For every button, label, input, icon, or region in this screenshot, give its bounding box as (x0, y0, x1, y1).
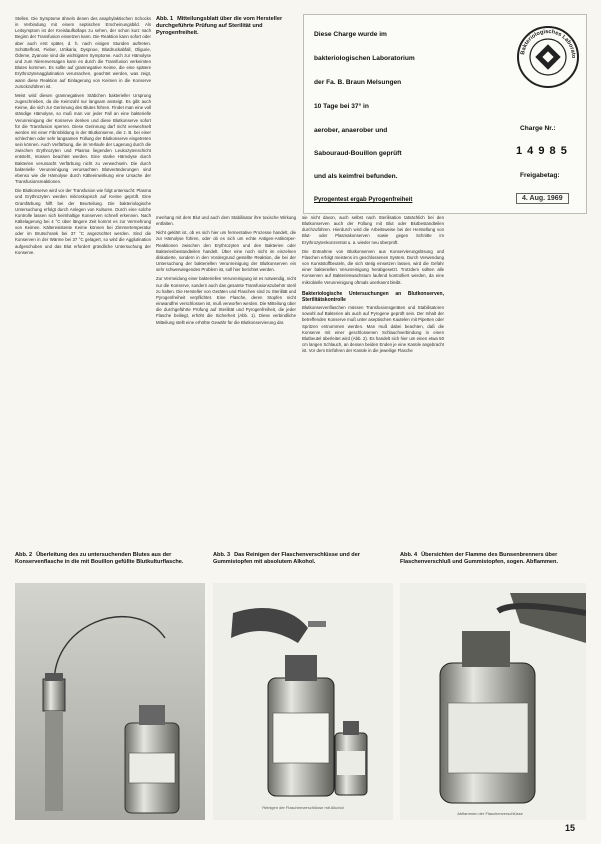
paragraph: menhang mit dem Blut und auch dem Stabilisator ihre toxische Wirkung entfalten. (156, 215, 296, 227)
sterility-certificate (303, 14, 587, 214)
certificate-line: Sabouraud-Bouillon geprüft (314, 150, 402, 157)
figure-4-photo (400, 583, 586, 820)
paragraph: sie nicht davon, auch selbst nach Sterilisation tatsächlich bei den Blutkonserven auch der Füllung mit Blut oder Blutbestandteilen durchzuführen. Hierdurch wird die Arbeitsweise bei der Herstellung von Blut- oder Plasmakonserven sowie gegen Schnitte im Erythrozytenkonzentrat u. a. wieder neu überprüft. (302, 215, 444, 245)
certificate-line: und als keimfrei befunden. (314, 173, 398, 180)
page-number: 15 (564, 823, 575, 833)
paragraph: Meist wird diesen gramnegativen Stäbchen bakterieller Ursprung zugeschrieben, da die Keimzahl nur langsam ansteigt. Es gibt auch Keime, die sich zur Gerinnung des Blutes führen. Findet man eine voll ständige Hämolyse, so muß man vor jeder Fall an eine bakterielle Verunreinigung der Konserve denken und diese Blutkonserve sofort für die Transfusion sperren. Diese Gerinnung darf nicht verwechselt werden mit einer Fibrinbildung in der Blutkonserve, die z. B. bei einer schlechten oder sehr langsamen Füllung der Blutkonserve eingetreten sein können. Auch Verfärbung, die im Verlaufe der Lagerung durch die zwischen Erythrozyten und Plasma liegenden Leukozytenschicht entsteht, müssen beachtet werden. Eine starke Hämolyse durch Bakterien verursacht Verfärbung nicht zu verwechseln. Die durch bakterielle Verunreinigung verursachten Blutveränderungen sind ebenso wie die Hämolyse durch Kälteeinwirkung eine Ursache der Transfusionsreaktionen. (15, 92, 151, 185)
figure-label: Abb. 2 (15, 552, 33, 558)
figure-2-photo (15, 583, 205, 820)
figure-label: Abb. 3 (213, 552, 231, 558)
figure-1-caption (156, 16, 296, 38)
figure-3-photo (213, 583, 393, 820)
paragraph: Blutkonservenflaschen müssen Transfusionsgeräten und Stabilisatoren sowohl auf Bakterien als auch auf Pyrogene geprüft sein. Der Inhalt der betreffenden Konserve muß unter aseptischen Kautelen mit Pipetten oder Spritzen entnommen werden. Man muß dabei beachten, daß die Konserve mit einer geschlossenen Schlauchverbindung in einen Blutbeutel überleitet wird (Abb. 2). Es handelt sich hier um einen etwa 50 cm langen Schlauch, an dessen beiden Enden je eine Kanüle angebracht ist. Vor dem Einführen der Kanüle in die jeweilige Flasche (302, 305, 444, 354)
seal-text: Bakteriologisches Laborato (520, 28, 577, 59)
paragraph: Stellen. Die Symptome ähneln denen des anaphylaktischen Schocks in Verbindung mit einem septischen Erscheinungsbild. Als Leitsymptom ist der Kreislaufkollaps zu sehen, der schon kurz nach Beginn der Transfusion einsetzen kann. Die Reaktion kann sofort oder aber auch erst später, d. h. nach einigen Stunden auftreten. Schüttelfrost, Fieber, Urtikaria, Dyspnoe, Blutdruckabfall, Oligurie, Ödeme, Zyanose sind die wichtigsten Symptome. Auch zur Hämolyse und zum Nierenversagen kann es durch die Transfusion verkeimten Blutes kommen. Es sollte auf gramnegative Keime, die eine spätere Erythrozytenagglutination verursachen, geachtet werden, was zeigt, wann diese Reaktion auf Einlagerung von Keimen in die Konserve zurückzuführen ist. (15, 16, 151, 89)
figure-2-caption (15, 552, 205, 566)
caption-text: Mitteilungsblatt über die vom Hersteller durchgeführte Prüfung auf Sterilität und Pyrogenfreiheit. (156, 16, 283, 37)
figure-3-caption (213, 552, 393, 566)
body-column-1 (15, 16, 151, 544)
photo-label: Reinigen der Flaschenverschlüsse mit Alkohol (262, 805, 344, 810)
figure-label: Abb. 1 (156, 16, 174, 22)
charge-label: Charge Nr.: (520, 125, 556, 132)
figure-label: Abb. 4 (400, 552, 418, 558)
caption-text: Das Reinigen der Flaschenverschlüsse und der Gummistopfen mit absolutem Alkohol. (213, 552, 360, 566)
certificate-line: 10 Tage bei 37° in (314, 103, 369, 110)
release-label: Freigabetag: (520, 172, 560, 179)
paragraph: Die Blutkonserve wird vor der Transfusion wie folgt untersucht: Plasma und Erythrozyten werden mikroskopisch auf Keime geprüft. Eine Gramfärbung hilft bei der Beurteilung. Die bakteriologische Untersuchung erfolgt durch Anlegen von Kulturen. Durch eine solche Kontrolle lassen sich keimhaltige Konserven schnell erkennen. Nach Kältelagerung bei 4 °C über längere Zeit kommt es zur Vermehrung von Keimen. Kälteresistente Keime können bei Zimmertemperatur oder im Brutschrank bei 37 °C angezüchtet werden. Sind die Konserven in der Wärme bei 37 °C gelagert, so wird die Agglutination aufgeschoben und das Blut erfordert gründliche Untersuchung der Konserve. (15, 188, 151, 255)
certificate-line: aerober, anaerober und (314, 127, 388, 134)
body-column-3 (302, 215, 588, 545)
paragraph: Die Entnahme von Blutkonserven aus Konservierungslösung und Flaschen erfolgt meistens im geschlossenen System. Durch Verwendung von Kunststoffbeuteln, die sich stetig einsetzen lassen, wird die Gefahr einer bakteriellen Verunreinigung herabgesetzt. Trotzdem sollten alle Konserven auf Bakterienwachstum laufend kontrolliert werden, da eine mikrobielle Verunreinigung oftmals unerkannt bleibt. (302, 248, 444, 285)
photo-label: Abflammen der Flaschenverschlüsse (457, 811, 523, 816)
paragraph: Nicht geklärt ist, ob es sich hier um fermentative Prozesse handelt, die zur Hämolyse führen, oder ob es sich um echte Antigen-Antikörper-Reaktionen zwischen den Erythrozyten und den Bakterien oder Bakterienbestandteilen handelt. Über eine noch nicht im einzelnen diskutierte, sondern in den Vordergrund gestellte Reaktion, die bei der Untersuchung der bakteriellen Verunreinigung der Blutkonserven ein sehr schwerwiegendes Problem ist, soll hier berichtet werden. (156, 230, 296, 273)
caption-text: Überleitung des zu untersuchenden Blutes aus der Konservenflasche in die mit Bouillon gefüllte Blutkulturflasche. (15, 552, 184, 566)
figure-4-caption (400, 552, 586, 566)
certificate-line: bakteriologischen Laboratorium (314, 55, 415, 62)
body-column-2 (156, 215, 296, 545)
certificate-line: der Fa. B. Braun Melsungen (314, 79, 402, 86)
laboratory-seal (516, 25, 580, 89)
charge-number: 1 4 9 8 5 (516, 145, 568, 157)
certificate-line: Pyrogentest ergab Pyrogenfreiheit (314, 197, 413, 203)
paragraph: Zur Vermeidung einer bakteriellen Verunreinigung ist es notwendig, nicht nur die Konserve, sondern auch das gesamte Transfusionszubehör steril zu halten. Die Hersteller von Geräten und Flaschen sind zu Sterilität und Pyrogenfreiheit verpflichtet. Eine Flasche, deren Stopfen nicht einwandfrei verschlossen ist, muß verworfen werden. Die Mitteilung über die durchgeführte Prüfung auf Sterilität und Pyrogenfreiheit, die jeder Flasche beiliegt, erhöht die Sicherheit (Abb. 1). Diese verbindliche Mitteilung stellt eine erhöhte Gewähr für die Blutkonservierung dar. (156, 276, 296, 325)
certificate-line: Diese Charge wurde im (314, 31, 387, 38)
seal-icon (516, 25, 580, 89)
section-heading: Bakteriologische Untersuchungen an Blutkonserven, Sterilitätskontrolle (302, 290, 444, 303)
release-date: 4. Aug. 1969 (516, 193, 569, 204)
caption-text: Übersichten der Flamme des Bunsenbrenners über Flaschenverschluß und Gummistopfen, sogen. Abflammen. (400, 552, 558, 566)
